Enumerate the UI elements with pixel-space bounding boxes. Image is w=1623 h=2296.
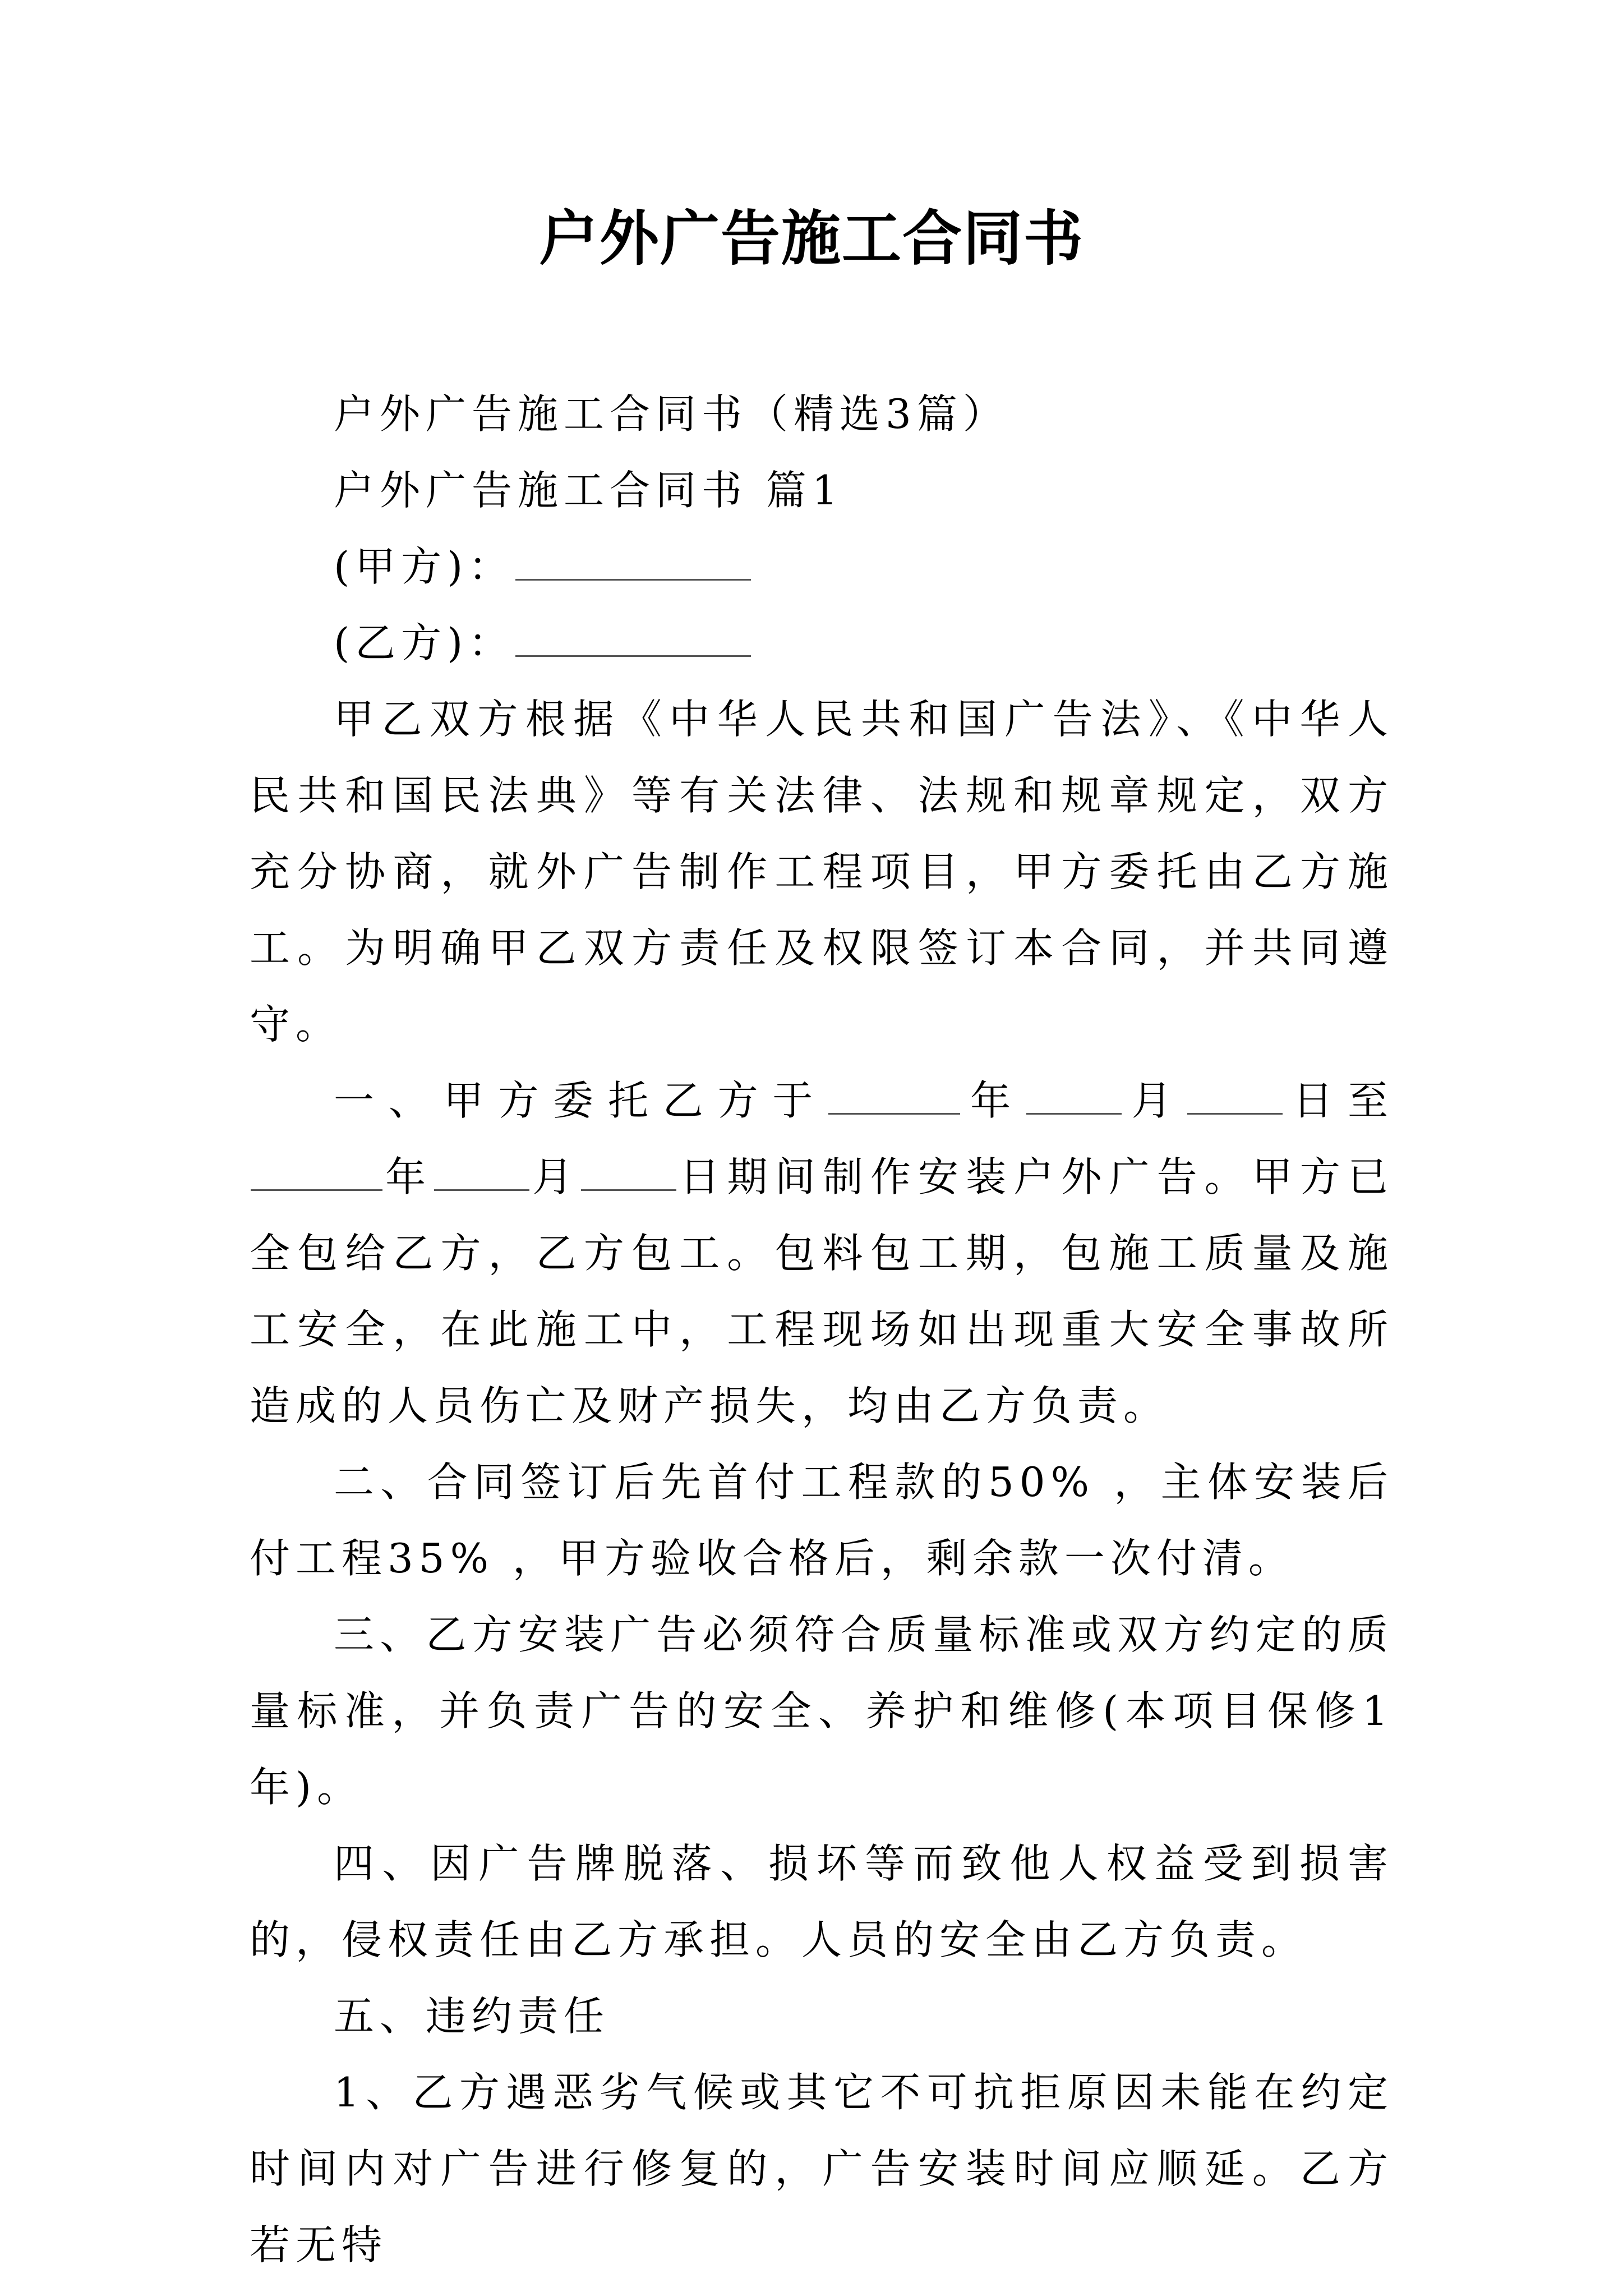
clause-5-heading: 五、违约责任 [334, 1993, 610, 2040]
start-day-blank [1187, 1069, 1283, 1115]
party-b-line [250, 605, 1394, 681]
clause-1-day-to: 日至 [1284, 1077, 1394, 1124]
clause-4: 四、因广告牌脱落、损坏等而致他人权益受到损害的，侵权责任由乙方承担。人员的安全由乙方负责。 [250, 1840, 1394, 1963]
clause-1 [250, 1062, 1394, 1444]
clause-1-month-1: 月 [1122, 1077, 1187, 1124]
party-a-line [250, 528, 1394, 605]
end-year-blank [251, 1145, 382, 1191]
document-title: 户外广告施工合同书 [539, 203, 1084, 273]
clause-5-item-1: 1、乙方遇恶劣气候或其它不可抗拒原因未能在约定时间内对广告进行修复的，广告安装时间应顺延。乙方若无特 [250, 2069, 1394, 2269]
subtitle: 户外广告施工合同书（精选3篇） [334, 390, 1009, 438]
clause-1-year-2: 年 [384, 1153, 434, 1200]
clause-1-year-1: 年 [961, 1077, 1025, 1124]
end-day-blank [581, 1145, 676, 1191]
party-a-blank [515, 535, 751, 581]
party-b-label: (乙方)： [334, 619, 515, 666]
clause-3: 三、乙方安装广告必须符合质量标准或双方约定的质量标准，并负责广告的安全、养护和维修(本项目保修1年)。 [250, 1611, 1394, 1811]
start-year-blank [828, 1069, 960, 1115]
end-month-blank [434, 1145, 529, 1191]
section-heading: 户外广告施工合同书 篇1 [334, 467, 843, 514]
party-b-blank [515, 611, 751, 657]
clause-1-rest: 日期间制作安装户外广告。甲方已全包给乙方，乙方包工。包料包工期，包施工质量及施工安全，在此施工中，工程现场如出现重大安全事故所造成的人员伤亡及财产损失，均由乙方负责。 [250, 1153, 1394, 1429]
document-body [250, 376, 1394, 2283]
start-month-blank [1026, 1069, 1122, 1115]
clause-2: 二、合同签订后先首付工程款的50% ，主体安装后付工程35% ，甲方验收合格后，剩余款一次付清。 [250, 1458, 1394, 1582]
party-a-label: (甲方)： [334, 543, 515, 590]
clause-1-month-2: 月 [531, 1153, 580, 1200]
intro-paragraph: 甲乙双方根据《中华人民共和国广告法》、《中华人民共和国民法典》等有关法律、法规和规章规定，双方充分协商，就外广告制作工程项目，甲方委托由乙方施工。为明确甲乙双方责任及权限签订本合同，并共同遵守。 [250, 696, 1394, 1048]
clause-1-lead: 一、甲方委托乙方于 [334, 1077, 828, 1124]
